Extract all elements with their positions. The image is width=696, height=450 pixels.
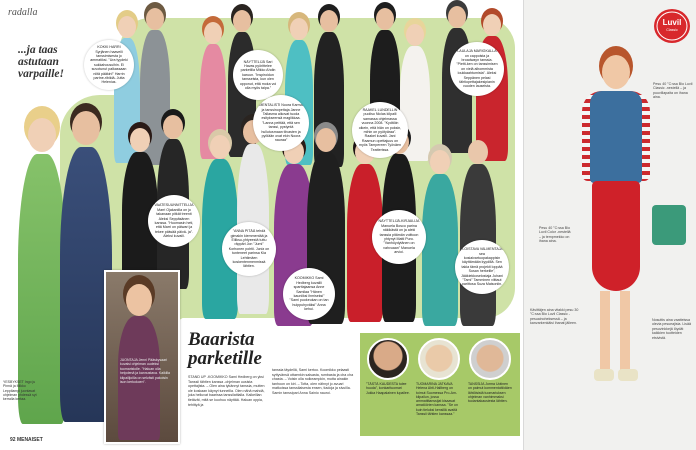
judge-caption: "TÄSTÄ KAUDESTA tulee huuda", konkarituomari Jukka Haapalainen lupailee. (366, 382, 410, 395)
article-headline: Baarista parketille (188, 329, 262, 369)
judge-portrait (418, 338, 460, 380)
ad-caption: Nosuttis aina vaatteissa olevia pesueajisia. Lisää pesuvinkkejä löydät kaikkien tuotteiden etsivistä. (652, 318, 691, 340)
section-label: radalla (8, 7, 38, 18)
caption-bubble: RAAKEL LUNDELLIN puoliso Niclas kilpaili samassa ohjelmassa vuonna 2008. "Kyditöin oikein, että hiän on poksin, mihin on pyötyäraa". Raakel kuvaili. Jani Raamun opettajuus on myös Tampereen Työväen Teatterissa. (352, 102, 408, 158)
brand-name: Luvil (662, 18, 682, 27)
ad-caption: Pesu 40 °C:ssa Bio Luvil Color -nestellä – ja tempmekko on ihana aina. (539, 226, 571, 244)
caption-bubble: NÄYTTELIJÄ Sari Havas pyörittelee parketilla Mikko Ahdin karuun. "Inspiroidun tansseista, kun olen opponut, että moka voi olla myös taipa." (233, 50, 283, 100)
caption-bubble: VAATESUUNNITTELIJA Marri Ojakanilla on jo takanaan pitkät treenit Aleksi Seppäsänen kanssa. "Huomasin heti, että Marri on päiwari ja tekee päiwää päivä- ja". Aleksi kuvaili. (148, 195, 200, 247)
caption-bubble: LAULAJA MARIGKALLA on cappoista ja broadwayn tanssia. "Pietti-ken on tanssimisen on vielä alhommista loukkaahtumista". Aleksi Seppänen pelasi tähtiopettajakesipianin vuoden lauseista. (450, 42, 504, 96)
photo-caption: YESBYKSET Ingo ju Pinnä ja Mikko Leppilampi juontavat ohjelman yhdessä syt kerralla kertaa. (3, 380, 37, 402)
ad-bag (652, 205, 686, 245)
judge-portrait (367, 338, 409, 380)
dancer-man-white-shirt (235, 120, 271, 320)
right-page-ad (523, 0, 696, 450)
kicker-title: ...ja taas astutaan varpaille! (18, 44, 64, 80)
caption-bubble: MENTALISTI Noora Karma ja tanssinopettaja Janne Tallasma aikovat tuoda esitykseensä magiikkaa. "Lanna peittää, että sen tanssi, pystyntä hullutusmaan tiivasten ja pyöiään ovat ekin Noora nauraa" (253, 95, 309, 151)
body-column: tanssia täydellä, Sami kertoo. Koomikko pelaasti syttyvänsä ottaenkin salsasta, rumbasta ja cha cha chasta. – Voisin olla nolkeampkin, mutta ainakin tanhoon on kiri. – Totta, olen nähnyt jo avuari matkoissa tanssilaisesta ensen, tiadoja ja sivuilla. Samin tanssipari Anna Sainio nauroi. (272, 368, 354, 395)
dancer-man-bald-grey (458, 140, 498, 330)
judge-caption: TANSSIJA Jorma Uotinen on palmut kommentoitiidäen lähtöisistä tuomariuksen ohjelman vanhimmaksi tuoiantakausiesta lähtien. (468, 382, 512, 404)
ad-model (564, 55, 664, 395)
caption-bubble: KOKKI HARRI Syrjänen haaveili tanssimisesta jo ammatiksi. "Ura tyydeki sukkahousuihin. Ei suvotunut palkassaan niitä pääkin!" Harrin partne-ribildä- Jutta Helenius. (84, 40, 134, 90)
judge-caption: TUOMARINA JATKAVA Helena Ahti-Hallberg on toimut Suomessa Pro-Am-kilpailun, jossa ammattitanssijat kisaavat amatöörien kanssa. "Se on kuin tieluksi kensillä avaitä Tanssii tähtien kanssaa." (416, 382, 458, 417)
caption-bubble: KOOMIKKO Sami Hedberg kuvailli sparttajaansa Anne Samilaa "Hänen kauniiksi ihmiseksi" "Sami puokeukan on tan huippuhyväksi" Anna kehui. (283, 268, 335, 320)
caption-bubble: "LOISTAVA VALMENTAJA sea kosiaivartuopakappisin käyttämään kyydillä. Sen takia tämä projekti loppää Susan herkeille", Jääkiekkoselostaja Juhani "Tami" Tamminen viittaut parittosa Suza Maisoniin. (455, 240, 509, 294)
inset-caption: JUONTAJA Jenni Pääskysaari kuvaisi ohjelman uudeksi tuomaristolle. "Haluan olla helpdenä ja kannustava. Kaikilla kilpailijoilla on selvästi pakoisin ison kerkokoen". (120, 358, 171, 385)
body-column: STAND UP -KOOMIKKO Sami Hedberg on yksi Tanssii tähtien kanssa -ohjelman uusista opettajista. – Olen aina tykännyt tanssia, mutten ole koskaan käynyt tunneilla. Olen nähä mahdä, joka heiluvat baarissa tanssilattialla. Kaikeillan tietävät, mitä se kuohuu näyttää. Haluan oppia, tehittyä ja (188, 375, 265, 407)
caption-bubble: NÄYTTELIJÄ-KIRJAILIJA Manuela Bosco parina näkikästä on ja aleki tanssia pitämän voittoon yhtynyt Matti Puro. "Vanhöydytänen on vahvuaan" Manuela arvioi. (372, 210, 426, 264)
page-folio: 92 MENAISET (10, 437, 43, 443)
caption-bubble: "ANNA PITÄÄ tehdä gimakin kiemmentää ja Eiliksu-yhtyeestä tuttu räppäri Jon "Jumi" Korhonen pohtii. Juniz on tunteneet parinsa Kia Lehtimäen koskentenmenmissä lähtien. (222, 222, 276, 276)
inset-photo-host (104, 270, 180, 444)
dancer-woman-teal-right (420, 150, 460, 330)
brand-subtitle: Classic (666, 28, 678, 32)
ad-caption: Pesu 40 °C:ssa Bio Luvil Classic -nestellä – ja puuvillapaita on ihana aina. (653, 82, 693, 100)
ad-caption: Kävittäjen aina vitakki pesu 30 °C:ssa Bio Luvil Classic -pesuainoheksessä – ja kanvarkenkäisi ihanat jälleen. (530, 308, 579, 326)
judge-portrait (469, 338, 511, 380)
